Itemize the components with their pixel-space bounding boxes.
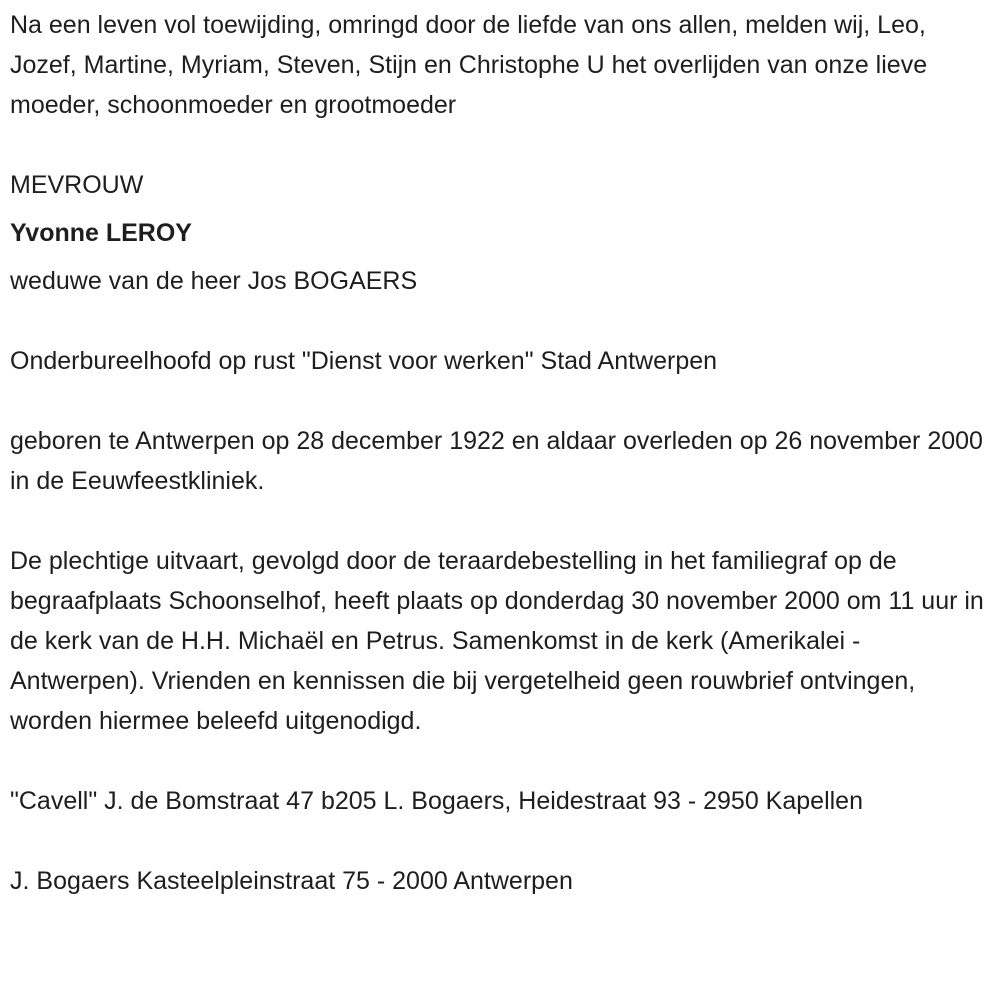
occupation-line: Onderbureelhoofd op rust "Dienst voor werken" Stad Antwerpen [10, 347, 718, 375]
deceased-name: Yvonne LEROY [10, 219, 192, 247]
widow-line: weduwe van de heer Jos BOGAERS [10, 267, 418, 295]
address-line-2: J. Bogaers Kasteelpleinstraat 75 - 2000 Antwerpen [10, 867, 573, 895]
funeral-paragraph: De plechtige uitvaart, gevolgd door de teraardebestelling in het familiegraf op de begraafplaats Schoonselhof, heeft plaats op donderdag 30 november 2000 om 11 uur in de kerk van de H.H. Michaël en Petrus. Samenkomst in de kerk (Amerikalei - Antwerpen). Vrienden en kennissen die bij vergetelheid geen rouwbrief ontvingen, worden hiermee beleefd uitgenodigd. [10, 547, 984, 735]
salutation-line: MEVROUW [10, 171, 144, 199]
birth-death-line: geboren te Antwerpen op 28 december 1922 en aldaar overleden op 26 november 2000 in de Eeuwfeestkliniek. [10, 427, 983, 495]
intro-paragraph: Na een leven vol toewijding, omringd door de liefde van ons allen, melden wij, Leo, Jozef, Martine, Myriam, Steven, Stijn en Christophe U het overlijden van onze lieve moeder, schoonmoeder en grootmoeder [10, 11, 928, 119]
address-line-1: "Cavell" J. de Bomstraat 47 b205 L. Bogaers, Heidestraat 93 - 2950 Kapellen [10, 787, 863, 815]
